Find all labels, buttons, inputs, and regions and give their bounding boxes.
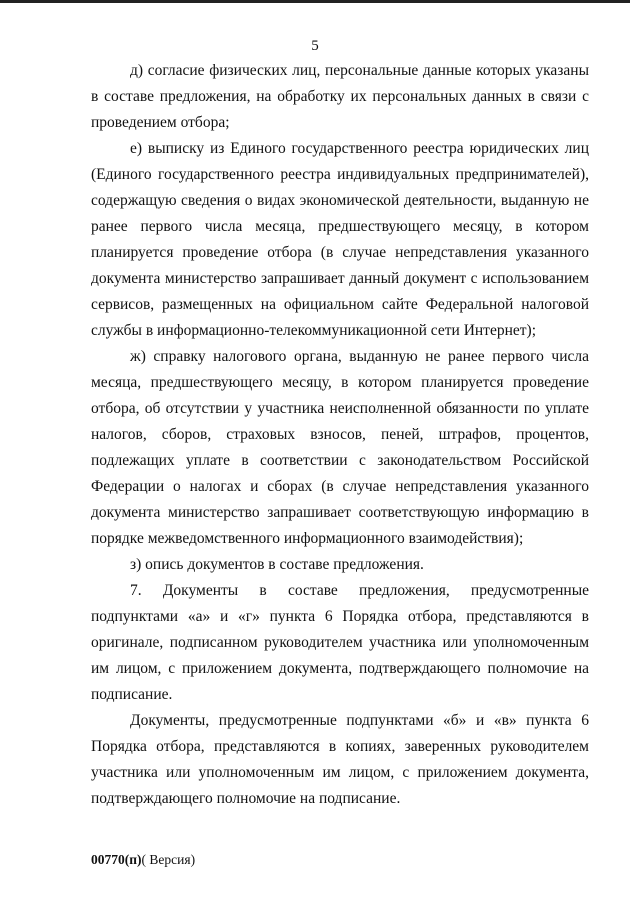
- page-number: 5: [311, 38, 319, 54]
- paragraph-e: е) выписку из Единого государственного реестра юридических лиц (Единого государственного реестра индивидуальных предпринимателей), содержащую сведения о видах экономической деятельности, выданную не ранее первого числа месяца, предшествующего месяцу, в котором планируется проведение отбора (в случае непредставления указанного документа министерство запрашивает данный документ с использованием сервисов, размещенных на официальном сайте Федеральной налоговой службы в информационно-телекоммуникационной сети Интернет);: [91, 140, 589, 339]
- paragraph-d: д) согласие физических лиц, персональные данные которых указаны в составе предложения, на обработку их персональных данных в связи с проведением отбора;: [91, 62, 589, 131]
- document-code: 00770(п): [91, 852, 142, 867]
- footer-code: [91, 852, 195, 868]
- paragraph-documents-copies: Документы, предусмотренные подпунктами «б» и «в» пункта 6 Порядка отбора, представляются в копиях, заверенных руководителем участника или уполномоченным им лицом, с приложением документа, подтверждающего полномочие на подписание.: [91, 712, 589, 807]
- paragraph-zh: ж) справку налогового органа, выданную не ранее первого числа месяца, предшествующего месяцу, в котором планируется проведение отбора, об отсутствии у участника неисполненной обязанности по уплате налогов, сборов, страховых взносов, пеней, штрафов, процентов, подлежащих уплате в соответствии с законодательством Российской Федерации о налогах и сборах (в случае непредставления указанного документа министерство запрашивает соответствующую информацию в порядке межведомственного информационного взаимодействия);: [91, 348, 589, 547]
- paragraph-7: 7. Документы в составе предложения, предусмотренные подпунктами «а» и «г» пункта 6 Порядка отбора, представляются в оригинале, подписанном руководителем участника или уполномоченным им лицом, с приложением документа, подтверждающего полномочие на подписание.: [91, 582, 589, 703]
- document-version: ( Версия): [141, 852, 196, 867]
- top-border-rule: [0, 0, 630, 3]
- document-body: [91, 58, 589, 812]
- paragraph-z: з) опись документов в составе предложения.: [130, 556, 424, 573]
